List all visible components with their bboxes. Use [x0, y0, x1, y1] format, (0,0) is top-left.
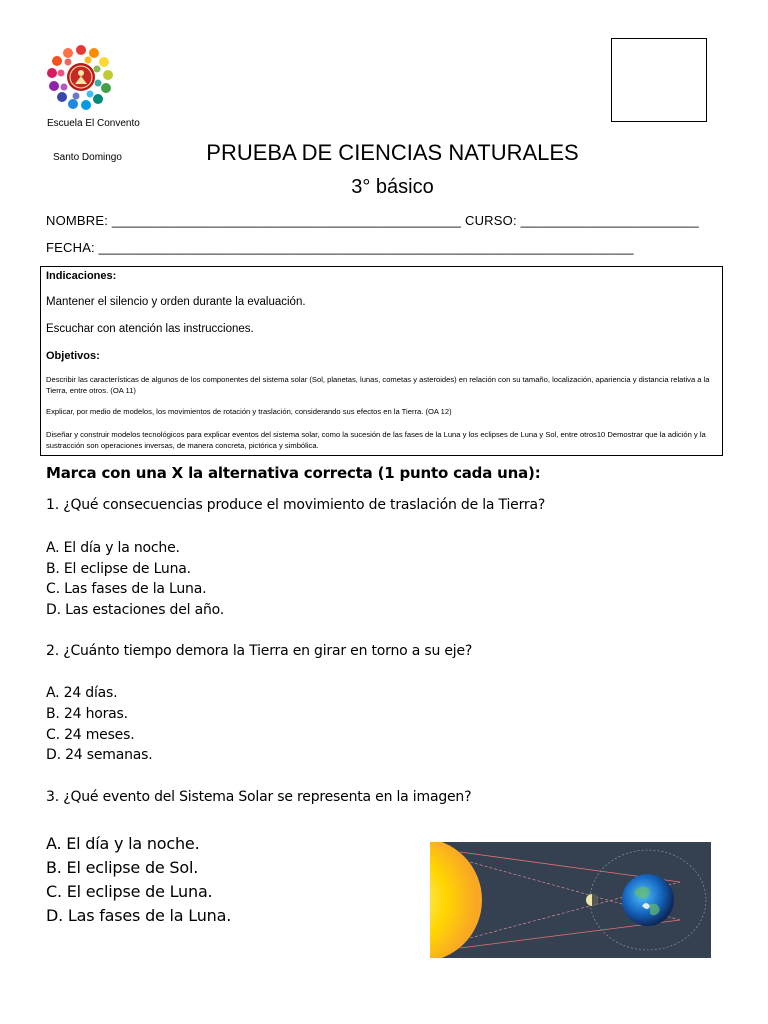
q2-option-d[interactable]: D. 24 semanas. [46, 747, 153, 763]
school-logo [44, 42, 118, 114]
q2-option-b[interactable]: B. 24 horas. [46, 706, 128, 722]
objective-item: Describir las características de algunos de los componentes del sistema solar (Sol, planetas, lunas, cometas y asteroides) en relación con su tamaño, localización, apariencia y distancia relativa a la Tierra, entre otros. (OA 11) [46, 375, 710, 395]
q1-option-a[interactable]: A. El día y la noche. [46, 540, 180, 556]
earth-icon [622, 874, 674, 926]
question-1: 1. ¿Qué consecuencias produce el movimiento de traslación de la Tierra? [46, 497, 546, 513]
instructions-box [40, 266, 723, 456]
course-field[interactable]: CURSO: ________________________ [465, 213, 699, 228]
q1-option-d[interactable]: D. Las estaciones del año. [46, 602, 225, 618]
school-city: Santo Domingo [53, 152, 122, 163]
objective-item: Explicar, por medio de modelos, los movimientos de rotación y traslación, considerando sus efectos en la Tierra. (OA 12) [46, 407, 452, 416]
question-2: 2. ¿Cuánto tiempo demora la Tierra en girar en torno a su eje? [46, 643, 473, 659]
instruction-item: Mantener el silencio y orden durante la evaluación. [46, 296, 306, 308]
date-field[interactable]: FECHA: ________________________________________________________________________ [46, 240, 634, 255]
score-box [611, 38, 707, 122]
q1-option-c[interactable]: C. Las fases de la Luna. [46, 581, 207, 597]
q1-option-b[interactable]: B. El eclipse de Luna. [46, 561, 191, 577]
instruction-item: Escuchar con atención las instrucciones. [46, 323, 254, 335]
section-heading: Marca con una X la alternativa correcta (1 punto cada una): [46, 464, 541, 482]
school-name: Escuela El Convento [47, 118, 140, 129]
question-3: 3. ¿Qué evento del Sistema Solar se representa en la imagen? [46, 789, 472, 805]
q2-option-a[interactable]: A. 24 días. [46, 685, 118, 701]
indicaciones-label: Indicaciones: [46, 270, 117, 282]
q3-option-b[interactable]: B. El eclipse de Sol. [46, 858, 199, 877]
grade-level: 3° básico [351, 176, 434, 198]
q2-option-c[interactable]: C. 24 meses. [46, 727, 135, 743]
name-field[interactable]: NOMBRE: _______________________________________________ [46, 213, 462, 228]
lunar-eclipse-image [430, 842, 711, 958]
q3-option-c[interactable]: C. El eclipse de Luna. [46, 882, 213, 901]
q3-option-a[interactable]: A. El día y la noche. [46, 834, 200, 853]
page-title: PRUEBA DE CIENCIAS NATURALES [206, 140, 579, 165]
q3-option-d[interactable]: D. Las fases de la Luna. [46, 906, 232, 925]
objetivos-label: Objetivos: [46, 350, 100, 362]
objective-item: Diseñar y construir modelos tecnológicos para explicar eventos del sistema solar, como la sucesión de las fases de la Luna y los eclipses de Luna y Sol, entre otros10 Demostrar que la adición y la sustracción son operaciones inversas, de manera concreta, pictórica y simbólica. [46, 430, 706, 450]
